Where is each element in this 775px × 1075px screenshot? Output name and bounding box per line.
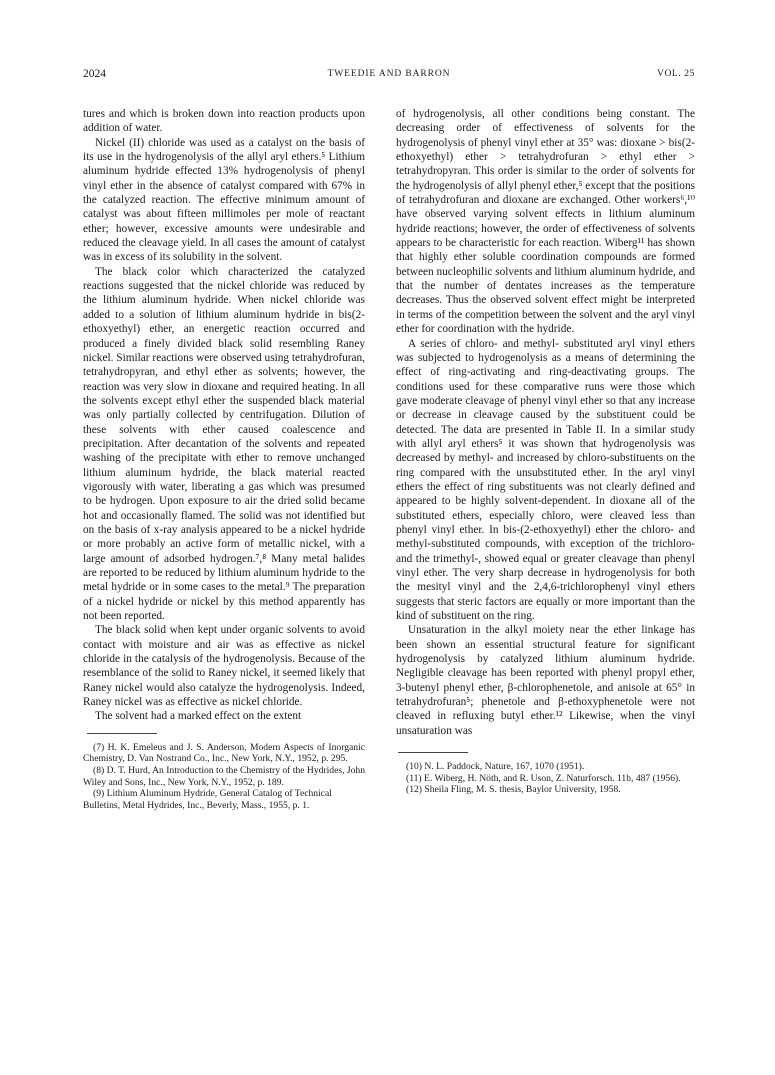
body-paragraph: Nickel (II) chloride was used as a catalyst on the basis of its use in the hydrogenolysis of the allyl aryl ethers.⁵ Lithium aluminum hydride effected 13% hydrogenolysis of phenyl vinyl ether in the absence of catalyst compared with 67% in the catalyzed reaction. The effective minimum amount of catalyst was about fifteen millimoles per mole of reactant ether; however, excessive amounts were undesirable and reduced the cleavage yield. In all cases the amount of catalyst was in excess of its solubility in the solvent.	[83, 136, 365, 264]
footnote-11: (11) E. Wiberg, H. Nöth, and R. Uson, Z. Naturforsch. 11b, 487 (1956).	[406, 772, 681, 784]
body-paragraph: Unsaturation in the alkyl moiety near the ether linkage has been shown an essential structural feature for significant hydrogenolysis by catalyzed lithium aluminum hydride. Negligible cleavage has been reported with phenyl propyl ether, 3-butenyl phenyl ether, β-chlorophenetole, and anisole at 65° in tetrahydrofuran⁵; phenetole and β-ethoxyphenetole were not cleaved in refluxing butyl ether.¹² Likewise, when the vinyl unsaturation was	[396, 624, 695, 737]
body-paragraph: The black color which characterized the catalyzed reactions suggested that the nickel chloride was reduced by the lithium aluminum hydride. When nickel chloride was added to a solution of lithium aluminum hydride in bis(2-ethoxyethyl) ether, an energetic reaction occurred and produced a finely divided black solid resembling Raney nickel. Similar reactions were observed using tetrahydrofuran, tetrahydropyran, and ethyl ether as solvents; however, the reaction was very slow in dioxane and required heating. In all the solvents except ethyl ether the suspended black material was only partially collected by centrifugation. Dilution of these solvents with ether caused coalescence and precipitation. After decantation of the solvents and repeated washing of the precipitate with ether to remove unchanged lithium aluminum hydride, the black material reacted vigorously with water, liberating a gas which was presumed to be hydrogen. Upon exposure to air the dried solid became hot and occasionally flamed. The solid was not identified but on the basis of x-ray analysis appeared to be a nickel hydride or more probably an active form of metallic nickel, with a large amount of adsorbed hydrogen.⁷,⁸ Many metal halides are reported to be reduced by lithium aluminum hydride to the metal hydride or in some cases to the metal.⁹ The preparation of a nickel hydride or nickel by this method apparently has not been reported.	[83, 265, 365, 623]
footnote-7: (7) H. K. Emeleus and J. S. Anderson, Modern Aspects of Inorganic Chemistry, D. Van Nostrand Co., Inc., New York, N.Y., 1952, p. 295.	[83, 741, 365, 765]
running-title: TWEEDIE AND BARRON	[327, 69, 451, 79]
body-paragraph: of hydrogenolysis, all other conditions being constant. The decreasing order of effectiveness of solvents for the hydrogenolysis of phenyl vinyl ether at 35° was: dioxane > bis(2-ethoxyethyl) ether > tetrahydrofuran > ethyl ether > tetrahydropyran. This order is similar to the order of solvents for the hydrogenolysis of allyl phenyl ether,⁵ except that the positions of tetrahydrofuran and dioxane are exchanged. Other workers⁶,¹⁰ have observed varying solvent effects in lithium aluminum hydride reactions; however, the order of effectiveness of solvents appears to be characteristic for each reaction. Wiberg¹¹ has shown that highly ether soluble coordination compounds are formed between nucleophilic solvents and lithium aluminum hydride, and that the number of dentates increases as the temperature decreases. Thus the observed solvent effect might be interpreted in terms of the competition between the solvent and the aryl vinyl ether for coordination with the hydride.	[396, 108, 695, 336]
footnotes-right	[396, 761, 695, 796]
footnote-12: (12) Sheila Fling, M. S. thesis, Baylor University, 1958.	[406, 784, 621, 796]
left-column	[83, 107, 365, 811]
right-column	[396, 107, 695, 796]
footnote-9: (9) Lithium Aluminum Hydride, General Catalog of Technical Bulletins, Metal Hydrides, Inc., Beverly, Mass., 1955, p. 1.	[83, 788, 332, 811]
footnote-10: (10) N. L. Paddock, Nature, 167, 1070 (1951).	[406, 761, 585, 773]
body-paragraph: A series of chloro- and methyl- substituted aryl vinyl ethers was subjected to hydrogenolysis as a means of determining the effect of ring-activating and ring-deactivating groups. The conditions used for these comparative runs were those which gave moderate cleavage of phenyl vinyl ether so that any increase or decrease in cleavage caused by the substituent could be detected. The data are presented in Table II. In a similar study with allyl aryl ethers⁵ it was shown that hydrogenolysis was decreased by methyl- and increased by chloro-substituents on the ring compared with the unsubstituted ether. In the aryl vinyl ethers the effect of ring substituents was not clearly defined and appeared to be highly solvent-dependent. In dioxane all of the substituted ethers, especially chloro, were cleaved less than phenyl vinyl ether. In bis-(2-ethoxyethyl) ether the chloro- and methyl-substituted compounds, with exception of the trichloro- and the trimethyl-, showed equal or greater cleavage than phenyl vinyl ether. The very sharp decrease in hydrogenolysis for both the mesityl vinyl and the 2,4,6-trichlorophenyl vinyl ethers suggests that steric factors are equally or more important than the kind of substituent on the ring.	[396, 337, 695, 623]
footnote-8: (8) D. T. Hurd, An Introduction to the Chemistry of the Hydrides, John Wiley and Sons, Inc., New York, N.Y., 1952, p. 189.	[83, 764, 365, 788]
footnotes-left	[83, 742, 365, 812]
page-number: 2024	[83, 68, 106, 80]
volume-label: VOL. 25	[657, 69, 695, 79]
page-header	[83, 68, 695, 84]
body-paragraph: The black solid when kept under organic solvents to avoid contact with moisture and air was as effective as nickel chloride in the catalysis of the hydrogenolysis. Because of the resemblance of the solid to Raney nickel, it seemed likely that Raney nickel would also catalyze the hydrogenolysis. Indeed, Raney nickel was as effective as nickel chloride.	[83, 624, 365, 709]
footnote-divider	[87, 733, 157, 734]
body-paragraph: The solvent had a marked effect on the extent	[95, 710, 302, 723]
footnote-divider	[398, 752, 468, 753]
body-paragraph: tures and which is broken down into reaction products upon addition of water.	[83, 108, 365, 135]
